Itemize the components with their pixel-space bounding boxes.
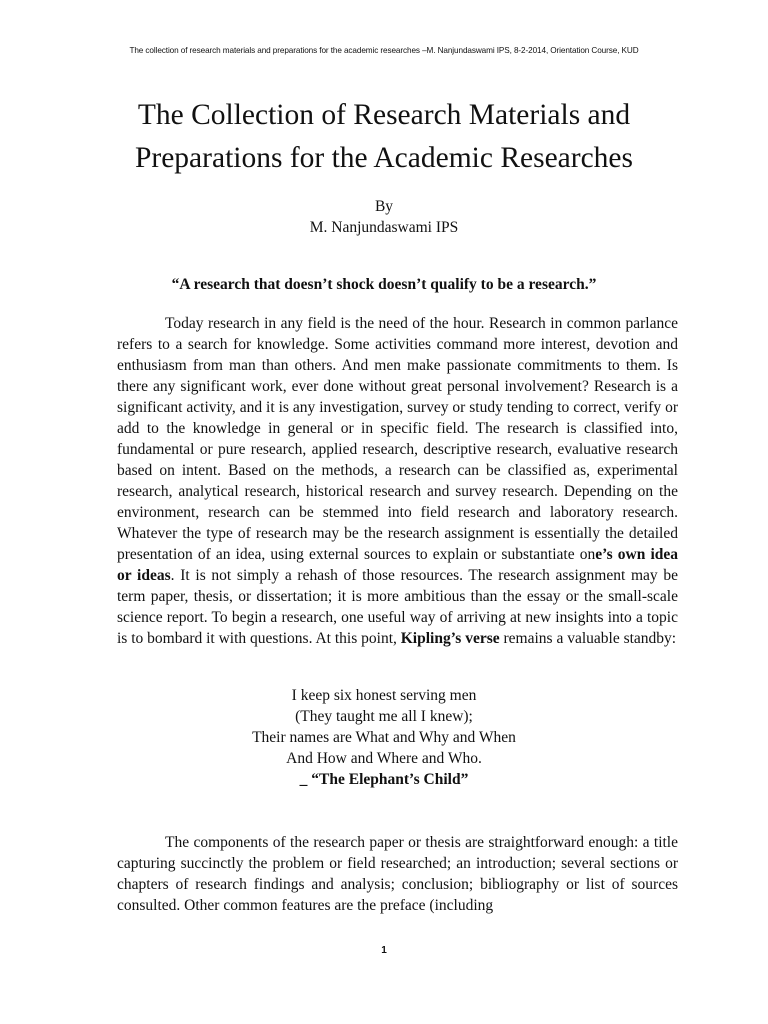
verse-source: _ “The Elephant’s Child” bbox=[299, 771, 469, 788]
title-line-1: The Collection of Research Materials and bbox=[137, 99, 631, 131]
verse-line: And How and Where and Who. bbox=[286, 750, 482, 767]
para1-text-a: Today research in any field is the need of the hour. Research in common parlance refers to a search for knowledge. Some activities command more interest, devotion and enthusiasm from man than others. And men make passionate commitments to them. Is there any significant work, ever done without great personal involvement? Research is a significant activity, and it is any investigation, survey or study tending to correct, verify or add to the knowledge in general or in specific field. The research is classified into, fundamental or pure research, applied research, descriptive research, evaluative research based on intent. Based on the methods, a research can be classified as, experimental research, analytical research, historical research and survey research. Depending on the environment, research can be stemmed into field research and laboratory research. Whatever the type of research may be the research assignment is essentially the detailed presentation of an idea, using external sources to explain or substantiate on bbox=[117, 315, 678, 563]
epigraph-quote: “A research that doesn’t shock doesn’t qualify to be a research.” bbox=[171, 276, 597, 293]
page-number: 1 bbox=[381, 945, 387, 956]
para1-bold-b: Kipling’s verse bbox=[400, 630, 500, 647]
para1-bold-a: e’s own idea or ideas bbox=[117, 546, 678, 584]
body-paragraph-2 bbox=[117, 832, 678, 916]
para1-text-c: remains a valuable standby: bbox=[499, 630, 677, 647]
running-header: The collection of research materials and preparations for the academic researches –M. Nanjundaswami IPS, 8-2-2014, Orientation Course, KUD bbox=[129, 46, 639, 55]
verse-line: Their names are What and Why and When bbox=[252, 729, 516, 746]
body-paragraph-1 bbox=[117, 313, 678, 649]
title-line-2: Preparations for the Academic Researches bbox=[134, 142, 633, 174]
verse-block bbox=[0, 685, 768, 790]
by-label: By bbox=[374, 198, 394, 215]
author-name: M. Nanjundaswami IPS bbox=[309, 219, 459, 236]
verse-line: I keep six honest serving men bbox=[291, 687, 477, 704]
para1-text-b: . It is not simply a rehash of those resources. The research assignment may be term paper, thesis, or dissertation; it is more ambitious than the essay or the small-scale science report. To begin a research, one useful way of arriving at new insights into a topic is to bombard it with questions. At this point, bbox=[117, 567, 678, 647]
para2-text: The components of the research paper or thesis are straightforward enough: a title capturing succinctly the problem or field researched; an introduction; several sections or chapters of research findings and analysis; conclusion; bibliography or list of sources consulted. Other common features are the preface (including bbox=[117, 834, 678, 914]
document-title bbox=[60, 94, 708, 180]
byline bbox=[0, 196, 768, 238]
verse-line: (They taught me all I knew); bbox=[295, 708, 473, 725]
